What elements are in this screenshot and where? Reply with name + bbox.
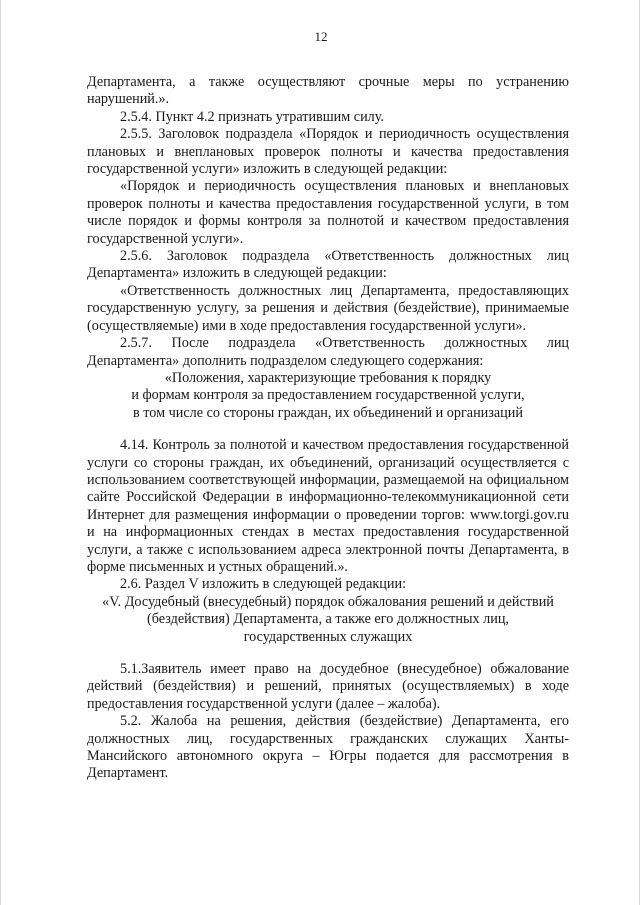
centered-heading-line: «V. Досудебный (внесудебный) порядок обжалования решений и действий bbox=[102, 593, 554, 610]
centered-heading-line: и формам контроля за предоставлением государственной услуги, bbox=[131, 387, 525, 404]
centered-heading-line: государственных служащих bbox=[243, 628, 413, 645]
paragraph: 5.2. Жалоба на решения, действия (бездействие) Департамента, его должностных лиц, государственных гражданских служащих Ханты-Мансийского автономного округа – Югры подается для рассмотрения в Департамент. bbox=[87, 713, 569, 782]
paragraph-spacer bbox=[87, 646, 569, 661]
paragraph-spacer bbox=[87, 422, 569, 437]
paragraph: 5.1.Заявитель имеет право на досудебное (внесудебное) обжалование действий (бездействия) и решений, принятых (осуществляемых) в ходе предоставления государственной услуги (далее – жалоба). bbox=[87, 661, 569, 712]
paragraph: «Ответственность должностных лиц Департамента, предоставляющих государственную услугу, за решения и действия (бездействие), принимаемые (осуществляемые) ими в ходе предоставления государственной услуги». bbox=[87, 282, 569, 334]
paragraph: 2.5.4. Пункт 4.2 признать утратившим силу. bbox=[120, 108, 384, 125]
paragraph: 4.14. Контроль за полнотой и качеством предоставления государственной услуги со стороны граждан, их объединений, организаций осуществляется с использованием соответствующей информации, размещаемой на официальном сайте Российской Федерации в информационно-телекоммуникационной сети Интернет для размещения информации о проведении торгов: www.torgi.gov.ru и на информационных стендах в местах предоставления государственной услуги, а также с использованием адреса электронной почты Департамента, в форме письменных и устных обращений.». bbox=[87, 437, 569, 575]
paragraph: 2.6. Раздел V изложить в следующей редакции: bbox=[120, 576, 407, 593]
paragraph: 2.5.6. Заголовок подраздела «Ответственность должностных лиц Департамента» изложить в следующей редакции: bbox=[87, 248, 569, 282]
paragraph: 2.5.7. После подраздела «Ответственность должностных лиц Департамента» дополнить подразделом следующего содержания: bbox=[87, 335, 569, 369]
centered-heading-line: (бездействия) Департамента, а также его должностных лиц, bbox=[147, 611, 509, 628]
paragraph: «Порядок и периодичность осуществления плановых и внеплановых проверок полноты и качества предоставления государственной услуги, в том числе порядок и формы контроля за полнотой и качеством предоставления государственной услуги». bbox=[87, 178, 569, 247]
paragraph: 2.5.5. Заголовок подраздела «Порядок и периодичность осуществления плановых и внеплановых проверок полноты и качества предоставления государственной услуги» изложить в следующей редакции: bbox=[87, 126, 569, 178]
page-number: 12 bbox=[314, 29, 328, 44]
centered-heading-line: «Положения, характеризующие требования к порядку bbox=[164, 369, 492, 386]
centered-heading-line: в том числе со стороны граждан, их объединений и организаций bbox=[133, 404, 523, 421]
paragraph: Департамента, а также осуществляют срочные меры по устранению нарушений.». bbox=[87, 74, 569, 108]
document-body bbox=[87, 74, 569, 783]
